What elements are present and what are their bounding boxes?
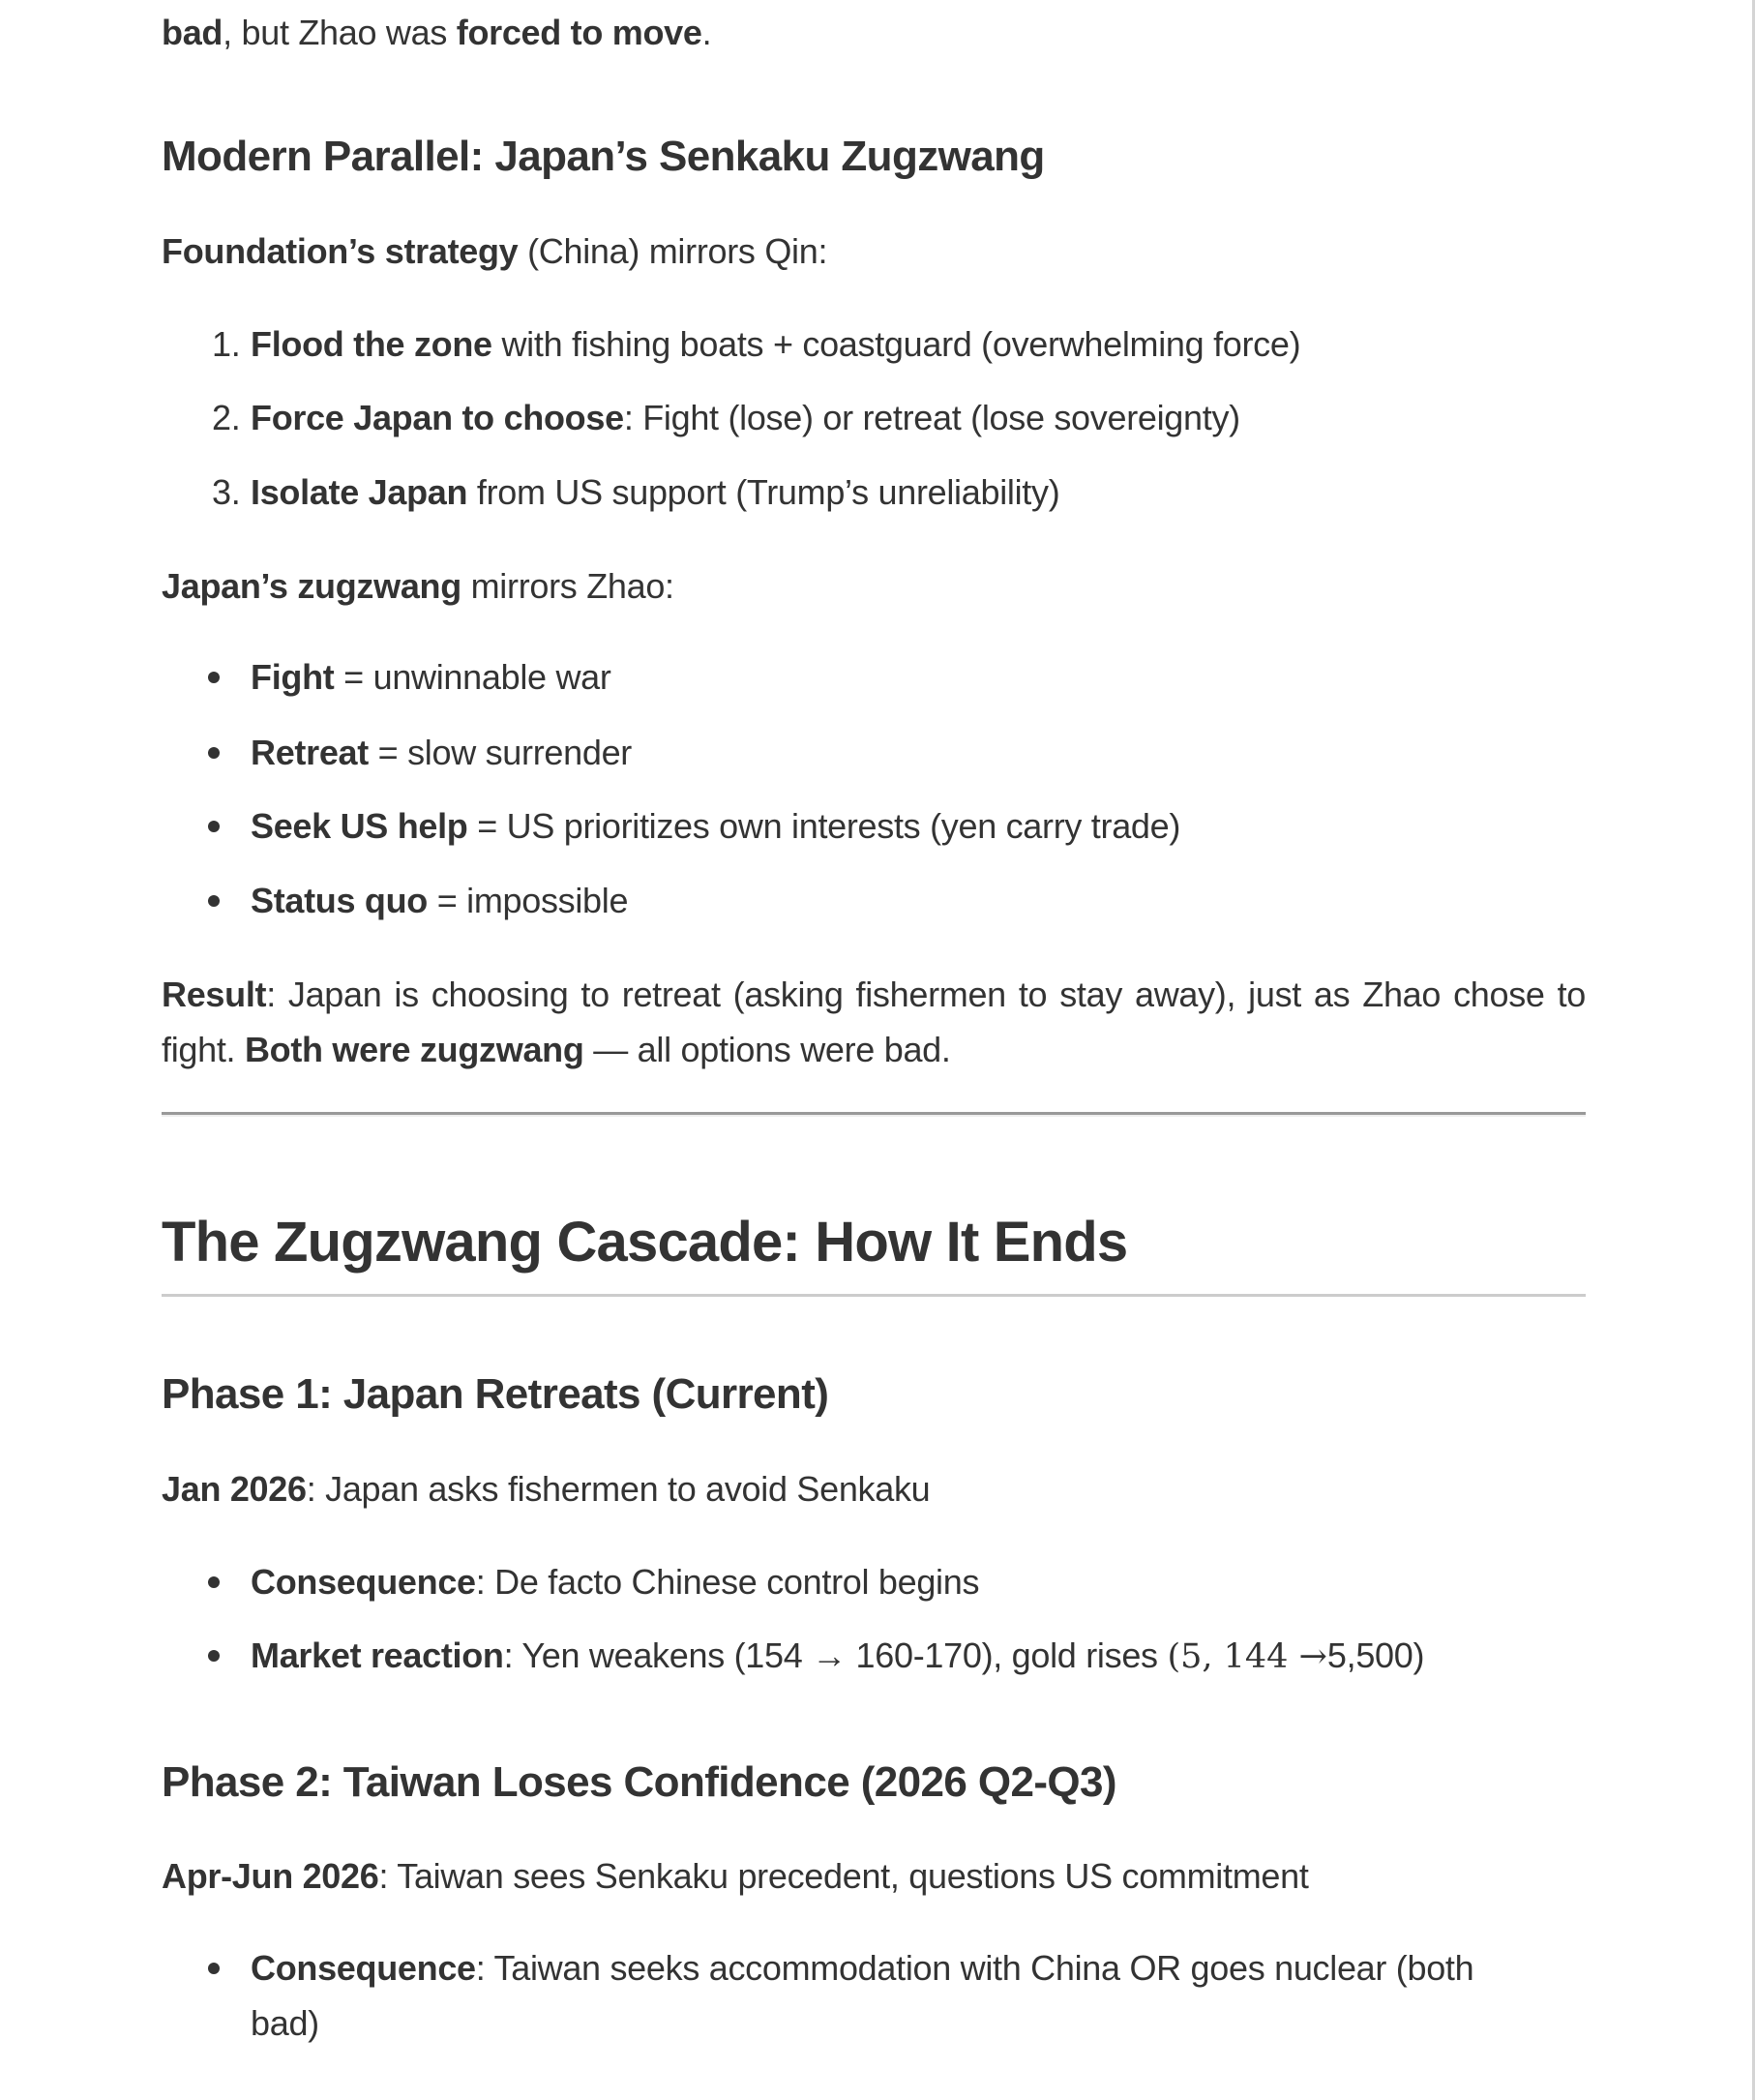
emphasis: Jan 2026 [162,1469,307,1509]
phase-1-date-paragraph: Jan 2026: Japan asks fishermen to avoid Senkaku [162,1469,931,1509]
emphasis: Apr-Jun 2026 [162,1856,379,1896]
list-number: 2. [212,398,241,437]
section-heading-zugzwang-cascade: The Zugzwang Cascade: How It Ends [162,1211,1128,1274]
bullet-icon [208,1650,220,1662]
list-item: Market reaction: Yen weakens (154 → 160-170), gold rises (5, 144 →5,500) [251,1628,1586,1685]
emphasis: Market reaction [251,1635,504,1675]
horizontal-rule [162,1112,1586,1117]
result-paragraph: Result: Japan is choosing to retreat (asking fishermen to stay away), just as Zhao chose to fight. Both were zugzwang — all options were bad. [162,975,1586,1069]
strategy-intro-paragraph: Foundation’s strategy (China) mirrors Qin: [162,231,828,271]
section-heading-phase-2: Phase 2: Taiwan Loses Confidence (2026 Q2-Q3) [162,1758,1116,1806]
emphasis: Flood the zone [251,324,492,364]
heading-underline [162,1294,1586,1297]
phase-2-date-paragraph: Apr-Jun 2026: Taiwan sees Senkaku precedent, questions US commitment [162,1856,1309,1896]
list-number: 1. [212,324,241,364]
emphasis: Fight [251,657,335,697]
intro-tail-paragraph: bad, but Zhao was forced to move. [162,13,712,52]
list-item: Consequence: De facto Chinese control begins [251,1554,1586,1609]
emphasis: Foundation’s strategy [162,231,519,271]
bullet-icon [208,895,220,907]
zugzwang-intro-paragraph: Japan’s zugzwang mirrors Zhao: [162,566,674,606]
bullet-icon [208,1963,220,1974]
emphasis: Consequence [251,1562,476,1602]
bullet-icon [208,1576,220,1588]
emphasis: Japan’s zugzwang [162,566,461,606]
emphasis: Seek US help [251,806,468,846]
emphasis: Both were zugzwang [244,1030,584,1069]
list-item: 3. Isolate Japan from US support (Trump’s unreliability) [251,465,1586,520]
emphasis: Force Japan to choose [251,398,624,437]
bullet-icon [208,821,220,832]
emphasis: Consequence [251,1948,476,1988]
emphasis: Result [162,975,267,1014]
list-item: Retreat = slow surrender [251,725,1586,780]
list-item: Seek US help = US prioritizes own interests (yen carry trade) [251,798,1586,854]
emphasis: Retreat [251,733,369,772]
list-item: Consequence: Taiwan seeks accommodation with China OR goes nuclear (both bad) [251,1940,1528,2051]
bullet-icon [208,747,220,759]
bullet-icon [208,672,220,683]
section-heading-modern-parallel: Modern Parallel: Japan’s Senkaku Zugzwang [162,133,1045,180]
emphasis: Isolate Japan [251,472,468,512]
section-heading-phase-1: Phase 1: Japan Retreats (Current) [162,1370,829,1418]
list-item: Fight = unwinnable war [251,649,1586,705]
list-item: 2. Force Japan to choose: Fight (lose) or retreat (lose sovereignty) [251,390,1586,445]
math-inline: (5, 144 → [1167,1637,1327,1676]
emphasis: bad [162,13,223,52]
emphasis: forced to move [456,13,702,52]
list-item: Status quo = impossible [251,873,1586,928]
emphasis: Status quo [251,881,428,920]
list-item: 1. Flood the zone with fishing boats + coastguard (overwhelming force) [251,316,1586,372]
list-number: 3. [212,472,241,512]
